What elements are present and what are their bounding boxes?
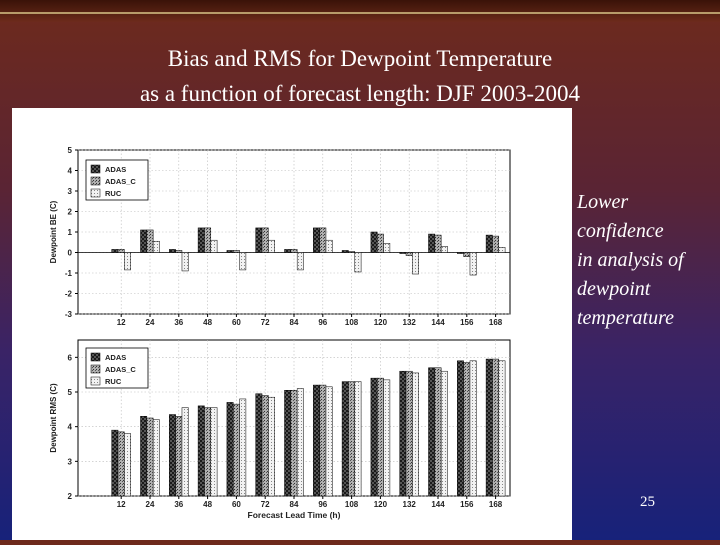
bar-adas xyxy=(428,368,434,496)
y-tick-label: 0 xyxy=(67,248,72,258)
bar-adas xyxy=(486,359,492,496)
bar-adas-c xyxy=(204,408,210,496)
bar-adas-c xyxy=(291,390,297,496)
legend-swatch xyxy=(91,353,100,361)
legend-label: RUC xyxy=(105,377,122,386)
y-tick-label: -3 xyxy=(64,310,72,319)
bar-ruc xyxy=(499,247,505,252)
side-note-line-3: in analysis of xyxy=(577,249,684,271)
x-tick-label: 36 xyxy=(174,318,184,327)
bar-adas-c xyxy=(406,253,412,256)
bar-adas xyxy=(198,228,204,253)
x-tick-label: 168 xyxy=(488,318,503,327)
y-tick-label: -2 xyxy=(64,289,72,299)
x-tick-label: 12 xyxy=(116,318,126,327)
x-tick-label: 132 xyxy=(402,500,416,509)
x-tick-label: 108 xyxy=(344,500,359,509)
bar-ruc xyxy=(211,408,217,496)
bar-adas xyxy=(313,385,319,496)
bar-adas-c xyxy=(147,418,153,496)
y-tick-label: 1 xyxy=(67,228,72,237)
bar-ruc xyxy=(470,253,476,276)
bar-ruc xyxy=(268,397,274,496)
bar-ruc xyxy=(441,246,447,252)
side-annotation xyxy=(577,188,717,333)
x-tick-label: 120 xyxy=(373,500,388,509)
bar-adas xyxy=(457,253,463,254)
bar-ruc xyxy=(297,389,303,496)
bar-ruc xyxy=(240,253,246,270)
bar-adas xyxy=(457,361,463,496)
x-tick-label: 60 xyxy=(231,318,241,327)
bar-adas-c xyxy=(118,432,124,496)
y-tick-label: 5 xyxy=(67,146,72,155)
x-tick-label: 60 xyxy=(231,500,241,509)
bar-ruc xyxy=(297,253,303,270)
bar-adas-c xyxy=(262,228,268,253)
bar-ruc xyxy=(384,380,390,496)
side-note-line-1: Lower xyxy=(577,191,629,213)
bar-adas-c xyxy=(176,250,182,252)
slide-title-line-2: as a function of forecast length: DJF 2003-2004 xyxy=(139,81,581,106)
y-tick-label: 2 xyxy=(67,492,72,501)
bar-adas xyxy=(313,228,319,253)
side-note-line-5: temperature xyxy=(577,307,675,329)
x-tick-label: 36 xyxy=(174,500,184,509)
x-tick-label: 24 xyxy=(145,318,155,327)
bar-adas-c xyxy=(464,253,470,257)
bar-adas-c xyxy=(233,404,239,496)
bar-adas xyxy=(486,235,492,252)
bar-adas xyxy=(400,371,406,496)
bar-ruc xyxy=(470,361,476,496)
chart-panel xyxy=(12,108,572,540)
bar-ruc xyxy=(240,399,246,496)
bar-ruc xyxy=(384,243,390,252)
x-tick-label: 132 xyxy=(402,318,416,327)
bar-adas-c xyxy=(435,368,441,496)
bar-adas-c xyxy=(377,234,383,252)
bar-adas-c xyxy=(348,251,354,252)
bar-ruc xyxy=(182,253,188,271)
x-tick-label: 84 xyxy=(289,318,299,327)
x-tick-label: 144 xyxy=(431,318,445,327)
y-tick-label: 4 xyxy=(67,166,72,176)
x-tick-label: 96 xyxy=(318,318,328,327)
bar-adas-c xyxy=(291,249,297,252)
bar-adas xyxy=(227,250,233,252)
x-tick-label: 144 xyxy=(431,500,445,509)
slide-title-line-1: Bias and RMS for Dewpoint Temperature xyxy=(167,46,553,71)
bar-adas-c xyxy=(176,416,182,496)
x-tick-label: 12 xyxy=(116,500,126,509)
legend-label: ADAS xyxy=(105,353,127,362)
y-axis-label: Dewpoint RMS (C) xyxy=(49,383,58,453)
bar-adas-c xyxy=(118,249,124,252)
legend-label: ADAS xyxy=(105,165,127,174)
bar-ruc xyxy=(326,387,332,496)
bar-ruc xyxy=(211,240,217,252)
legend-label: ADAS_C xyxy=(105,365,136,374)
y-tick-label: 3 xyxy=(67,187,72,196)
bar-adas xyxy=(342,250,348,252)
bar-adas xyxy=(112,249,118,252)
y-tick-label: 5 xyxy=(67,388,72,397)
y-tick-label: 6 xyxy=(67,353,72,363)
bar-adas xyxy=(169,249,175,252)
x-tick-label: 156 xyxy=(460,318,474,327)
bar-ruc xyxy=(182,408,188,496)
y-axis-label: Dewpoint BE (C) xyxy=(49,200,58,264)
bar-ruc xyxy=(441,371,447,496)
bar-adas xyxy=(256,228,262,253)
side-note-line-2: confidence xyxy=(577,220,664,242)
x-tick-label: 72 xyxy=(260,500,270,509)
rms-chart xyxy=(49,340,510,520)
legend-swatch xyxy=(91,189,100,197)
bar-adas xyxy=(371,378,377,496)
bar-adas xyxy=(256,394,262,496)
legend-label: RUC xyxy=(105,189,122,198)
bar-adas-c xyxy=(320,228,326,253)
bar-adas-c xyxy=(492,236,498,252)
bar-adas-c xyxy=(348,382,354,496)
bar-adas xyxy=(284,249,290,252)
legend-swatch xyxy=(91,365,100,373)
bar-adas-c xyxy=(406,371,412,496)
top-border-line xyxy=(0,12,720,14)
slide-number: 25 xyxy=(640,494,655,510)
y-tick-label: 3 xyxy=(67,457,72,467)
bar-adas-c xyxy=(464,363,470,496)
x-tick-label: 108 xyxy=(344,318,359,327)
bar-ruc xyxy=(355,253,361,272)
bar-adas-c xyxy=(147,230,153,253)
bar-ruc xyxy=(268,240,274,252)
bar-ruc xyxy=(124,434,130,496)
bar-adas xyxy=(227,402,233,496)
bar-adas-c xyxy=(233,250,239,252)
bar-adas xyxy=(342,382,348,496)
x-tick-label: 168 xyxy=(488,500,503,509)
legend-swatch xyxy=(91,377,100,385)
x-tick-label: 24 xyxy=(145,500,155,509)
bar-ruc xyxy=(124,253,130,270)
bar-adas xyxy=(140,230,146,253)
x-tick-label: 72 xyxy=(260,318,270,327)
y-tick-label: 4 xyxy=(67,422,72,432)
bar-ruc xyxy=(412,253,418,275)
legend-swatch xyxy=(91,165,100,173)
bar-adas xyxy=(371,232,377,253)
bar-ruc xyxy=(326,240,332,252)
y-tick-label: 2 xyxy=(67,207,72,217)
bar-adas-c xyxy=(377,378,383,496)
bar-adas xyxy=(284,390,290,496)
bar-adas xyxy=(428,234,434,252)
x-tick-label: 156 xyxy=(460,500,474,509)
bar-adas xyxy=(400,253,406,254)
legend-label: ADAS_C xyxy=(105,177,136,186)
bar-ruc xyxy=(153,241,159,252)
bar-adas-c xyxy=(262,395,268,496)
bar-ruc xyxy=(412,373,418,496)
bar-adas xyxy=(169,415,175,496)
bar-adas-c xyxy=(204,228,210,253)
x-tick-label: 84 xyxy=(289,500,299,509)
bar-adas-c xyxy=(492,359,498,496)
bar-adas-c xyxy=(435,235,441,252)
x-tick-label: 48 xyxy=(203,500,213,509)
bar-ruc xyxy=(355,382,361,496)
bar-ruc xyxy=(499,361,505,496)
bias-chart xyxy=(49,146,510,327)
x-axis-label: Forecast Lead Time (h) xyxy=(247,510,341,520)
bar-adas xyxy=(198,406,204,496)
chart-figure xyxy=(12,108,572,540)
top-border-band xyxy=(0,0,720,22)
bar-ruc xyxy=(153,420,159,496)
y-tick-label: -1 xyxy=(64,269,72,278)
legend-swatch xyxy=(91,177,100,185)
x-tick-label: 48 xyxy=(203,318,213,327)
side-note-line-4: dewpoint xyxy=(577,278,651,300)
x-tick-label: 120 xyxy=(373,318,388,327)
bar-adas-c xyxy=(320,385,326,496)
bar-adas xyxy=(112,430,118,496)
bar-adas xyxy=(140,416,146,496)
x-tick-label: 96 xyxy=(318,500,328,509)
